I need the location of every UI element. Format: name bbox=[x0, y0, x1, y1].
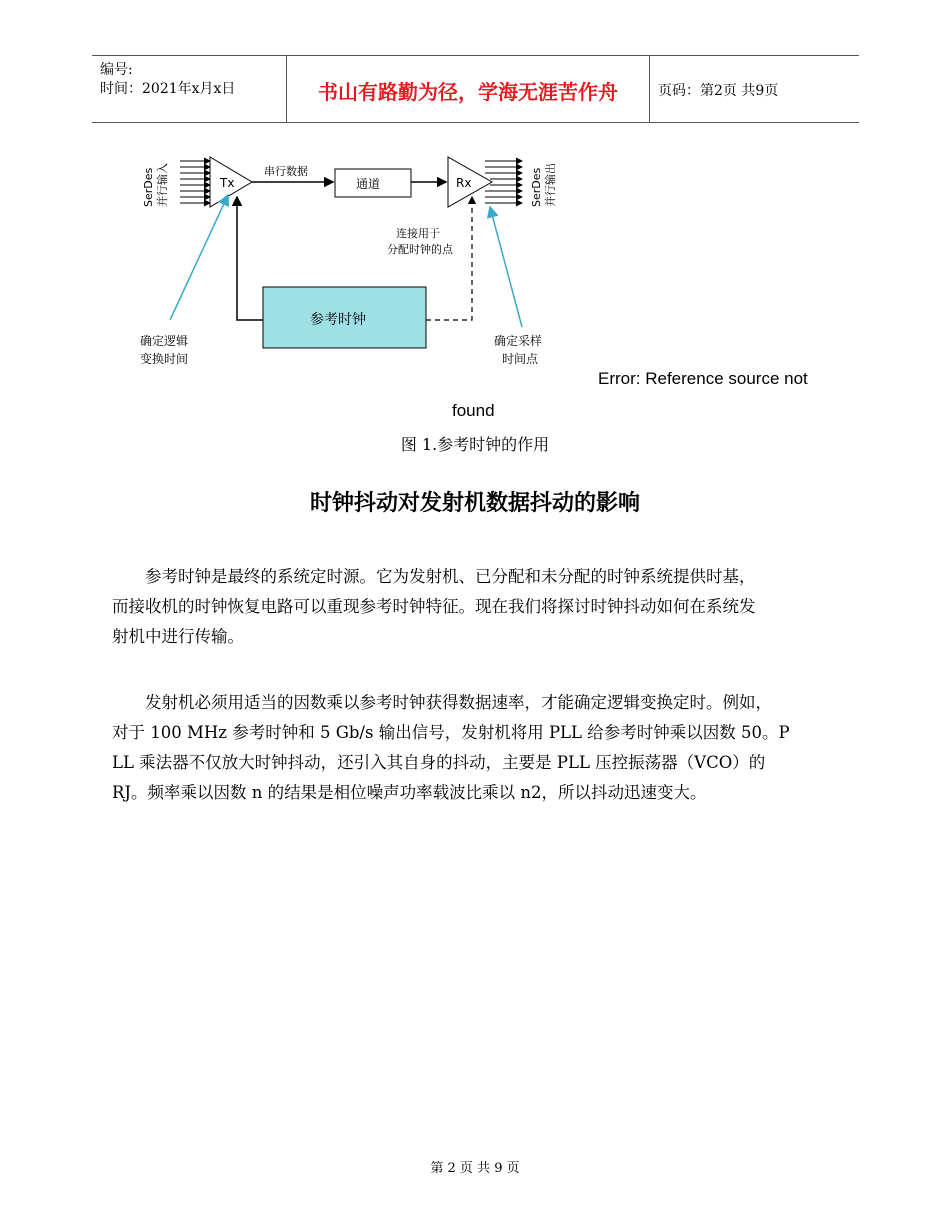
reference-error-text-cont: found bbox=[452, 401, 495, 420]
clock-point-note-1: 连接用于 bbox=[396, 227, 440, 240]
rx-label: Rx bbox=[456, 176, 472, 190]
reference-clock-diagram bbox=[140, 145, 580, 375]
logic-timing-note-1: 确定逻辑 bbox=[140, 334, 189, 348]
logic-timing-note-2: 变换时间 bbox=[140, 352, 189, 366]
paragraph-line: 参考时钟是最终的系统定时源。它为发射机、已分配和未分配的时钟系统提供时基， bbox=[112, 567, 756, 586]
input-label-parallel: 并行输入 bbox=[156, 163, 169, 207]
sampling-point-note-2: 时间点 bbox=[502, 352, 539, 366]
tx-label: Tx bbox=[220, 176, 235, 190]
page-footer: 第 2 页 共 9 页 bbox=[430, 1161, 520, 1176]
parallel-input-lines bbox=[180, 161, 210, 203]
paragraph-line: LL 乘法器不仅放大时钟抖动，还引入其自身的抖动，主要是 PLL 压控振荡器（VCO）的 bbox=[112, 753, 766, 772]
paragraph-line: 发射机必须用适当的因数乘以参考时钟获得数据速率，才能确定逻辑变换定时。例如， bbox=[112, 693, 772, 712]
reference-error-text: Error: Reference source not bbox=[598, 369, 808, 388]
output-label-serdes: SerDes bbox=[530, 167, 543, 207]
clock-to-rx-dashed-line bbox=[426, 197, 472, 320]
reference-clock-label: 参考时钟 bbox=[310, 312, 366, 328]
document-date: 时间：2021年x月x日 bbox=[100, 81, 236, 97]
output-label-parallel: 并行输出 bbox=[544, 163, 557, 207]
header-center-cell bbox=[287, 56, 650, 122]
section-title: 时钟抖动对发射机数据抖动的影响 bbox=[309, 491, 640, 516]
figure-caption: 图 1.参考时钟的作用 bbox=[400, 435, 550, 454]
sampling-point-arrow bbox=[490, 207, 522, 327]
paragraph-1 bbox=[112, 562, 844, 652]
clock-to-tx-line bbox=[237, 197, 263, 320]
paragraph-line: 对于 100 MHz 参考时钟和 5 Gb/s 输出信号，发射机将用 PLL 给参考时钟乘以因数 50。P bbox=[112, 723, 790, 742]
header-page-info: 页码：第2页 共9页 bbox=[658, 83, 779, 99]
channel-label: 通道 bbox=[356, 177, 381, 191]
page-header bbox=[92, 55, 859, 123]
serial-data-label: 串行数据 bbox=[264, 165, 308, 178]
paragraph-line: RJ。频率乘以因数 n 的结果是相位噪声功率载波比乘以 n2，所以抖动迅速变大。 bbox=[112, 783, 707, 802]
paragraph-line: 射机中进行传输。 bbox=[112, 627, 244, 646]
logic-timing-arrow bbox=[170, 195, 228, 320]
document-number-label: 编号: bbox=[100, 62, 133, 78]
sampling-point-note-1: 确定采样 bbox=[494, 334, 543, 348]
header-motto: 书山有路勤为径，学海无涯苦作舟 bbox=[318, 80, 618, 104]
paragraph-2 bbox=[112, 688, 844, 808]
header-left-cell bbox=[92, 56, 287, 122]
paragraph-line: 而接收机的时钟恢复电路可以重现参考时钟特征。现在我们将探讨时钟抖动如何在系统发 bbox=[112, 597, 756, 616]
input-label-serdes: SerDes bbox=[142, 167, 155, 207]
clock-point-note-2: 分配时钟的点 bbox=[387, 243, 453, 256]
